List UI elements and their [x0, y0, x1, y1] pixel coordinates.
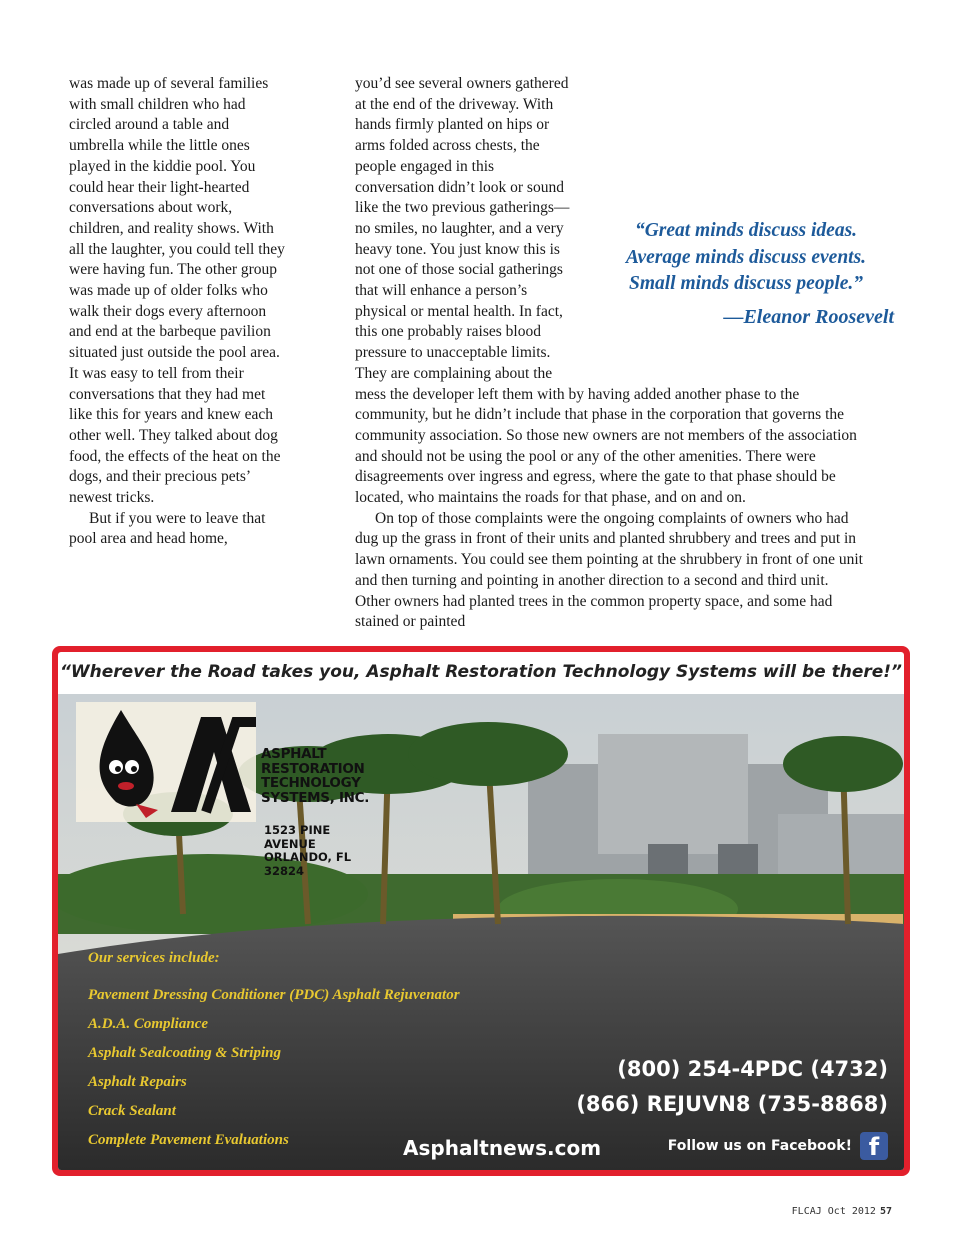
ad-inner — [58, 652, 904, 1170]
article-paragraph: was made up of several families with small children who had circled around a table and umbrella while the little ones played in the kiddie pool. You could hear their light-hearted conversations about work, children, and reality shows. With all the laughter, you could tell they were having fun. The other group was made up of older folks who walk their dogs every afternoon and end at the barbeque pavilion situated just outside the pool area. It was easy to tell from their conversations that they had met like this for years and knew each other well. They talked about dog food, the effects of the heat on the dogs, and their precious pets’ newest tricks. — [69, 75, 285, 507]
logo-line: SYSTEMS, INC. — [261, 789, 370, 806]
service-item: Asphalt Sealcoating & Striping — [88, 1045, 281, 1061]
address-line: 1523 PINE AVENUE — [264, 823, 331, 851]
article-paragraph: you’d see several owners gathered at the end of the driveway. With hands firmly planted on hips or arms folded across chests, the people engaged in this conversation didn’t look or sound like the two previous gatherings—no smiles, no laughter, and a very heavy tone. You just know this is not one of those social gatherings that will enhance a person’s physical or mental health. In fact, this one probably raises blood pressure to unacceptable limits. They are complaining about the mess the developer left them with by having added another phase to the community, but he didn’t include that phase in the corporation that governs the community association. So those new owners are not members of the association and should not be using the pool or any of the other amenities. There were disagreements over ingress and egress, where the gate to that phase should be located, who maintains the roads for that phase, and on and on. — [355, 75, 857, 507]
logo-line: RESTORATION — [261, 760, 365, 777]
logo-address — [264, 824, 376, 878]
quote-line: Average minds discuss events. — [625, 246, 867, 268]
quote-line: Small minds discuss people.” — [628, 273, 864, 294]
phone-number: (866) REJUVN8 (735-8868) — [576, 1092, 888, 1116]
article-column-2 — [355, 74, 865, 633]
services-list — [88, 950, 460, 1161]
service-item: Complete Pavement Evaluations — [88, 1132, 289, 1148]
logo-mascot-icon — [76, 692, 256, 822]
address-line: ORLANDO, FL 32824 — [264, 850, 352, 878]
ad-slogan: “Wherever the Road takes you, Asphalt Restoration Technology Systems will be there!” — [59, 662, 903, 682]
company-logo — [76, 692, 376, 878]
logo-line: TECHNOLOGY — [261, 775, 361, 791]
pull-quote — [596, 218, 896, 330]
facebook-icon[interactable]: f — [860, 1132, 888, 1160]
facebook-link[interactable] — [668, 1132, 888, 1160]
facebook-label: Follow us on Facebook! — [667, 1138, 852, 1154]
service-item: Pavement Dressing Conditioner (PDC) Asphalt Rejuvenator — [88, 987, 460, 1003]
article-paragraph: On top of those complaints were the ongoing complaints of owners who had dug up the grass in front of their units and planted shrubbery and trees and put in lawn ornaments. You could see them pointing at the shrubbery in front of one unit and then turning and pointing in another direction to a second and third unit. Other owners had planted trees in the common property space, and some had stained or painted — [355, 509, 863, 631]
page-footer — [792, 1206, 892, 1217]
article-column-1 — [69, 74, 287, 550]
advertisement — [52, 646, 910, 1176]
logo-line: ASPHALT — [261, 746, 327, 762]
phone-numbers — [576, 1052, 888, 1122]
page-number: 57 — [879, 1206, 892, 1217]
quote-attribution: —Eleanor Roosevelt — [723, 305, 894, 328]
phone-number: (800) 254-4PDC (4732) — [617, 1057, 888, 1081]
service-item: A.D.A. Compliance — [88, 1016, 209, 1032]
services-heading: Our services include: — [88, 950, 220, 966]
website-link[interactable]: Asphaltnews.com — [403, 1136, 602, 1160]
service-item: Asphalt Repairs — [88, 1074, 187, 1090]
article-paragraph: But if you were to leave that pool area and head home, — [69, 509, 266, 548]
service-item: Crack Sealant — [88, 1103, 176, 1119]
quote-line: “Great minds discuss ideas. — [634, 220, 858, 241]
publication-info: FLCAJ Oct 2012 — [791, 1206, 876, 1217]
logo-company-name — [261, 747, 369, 805]
